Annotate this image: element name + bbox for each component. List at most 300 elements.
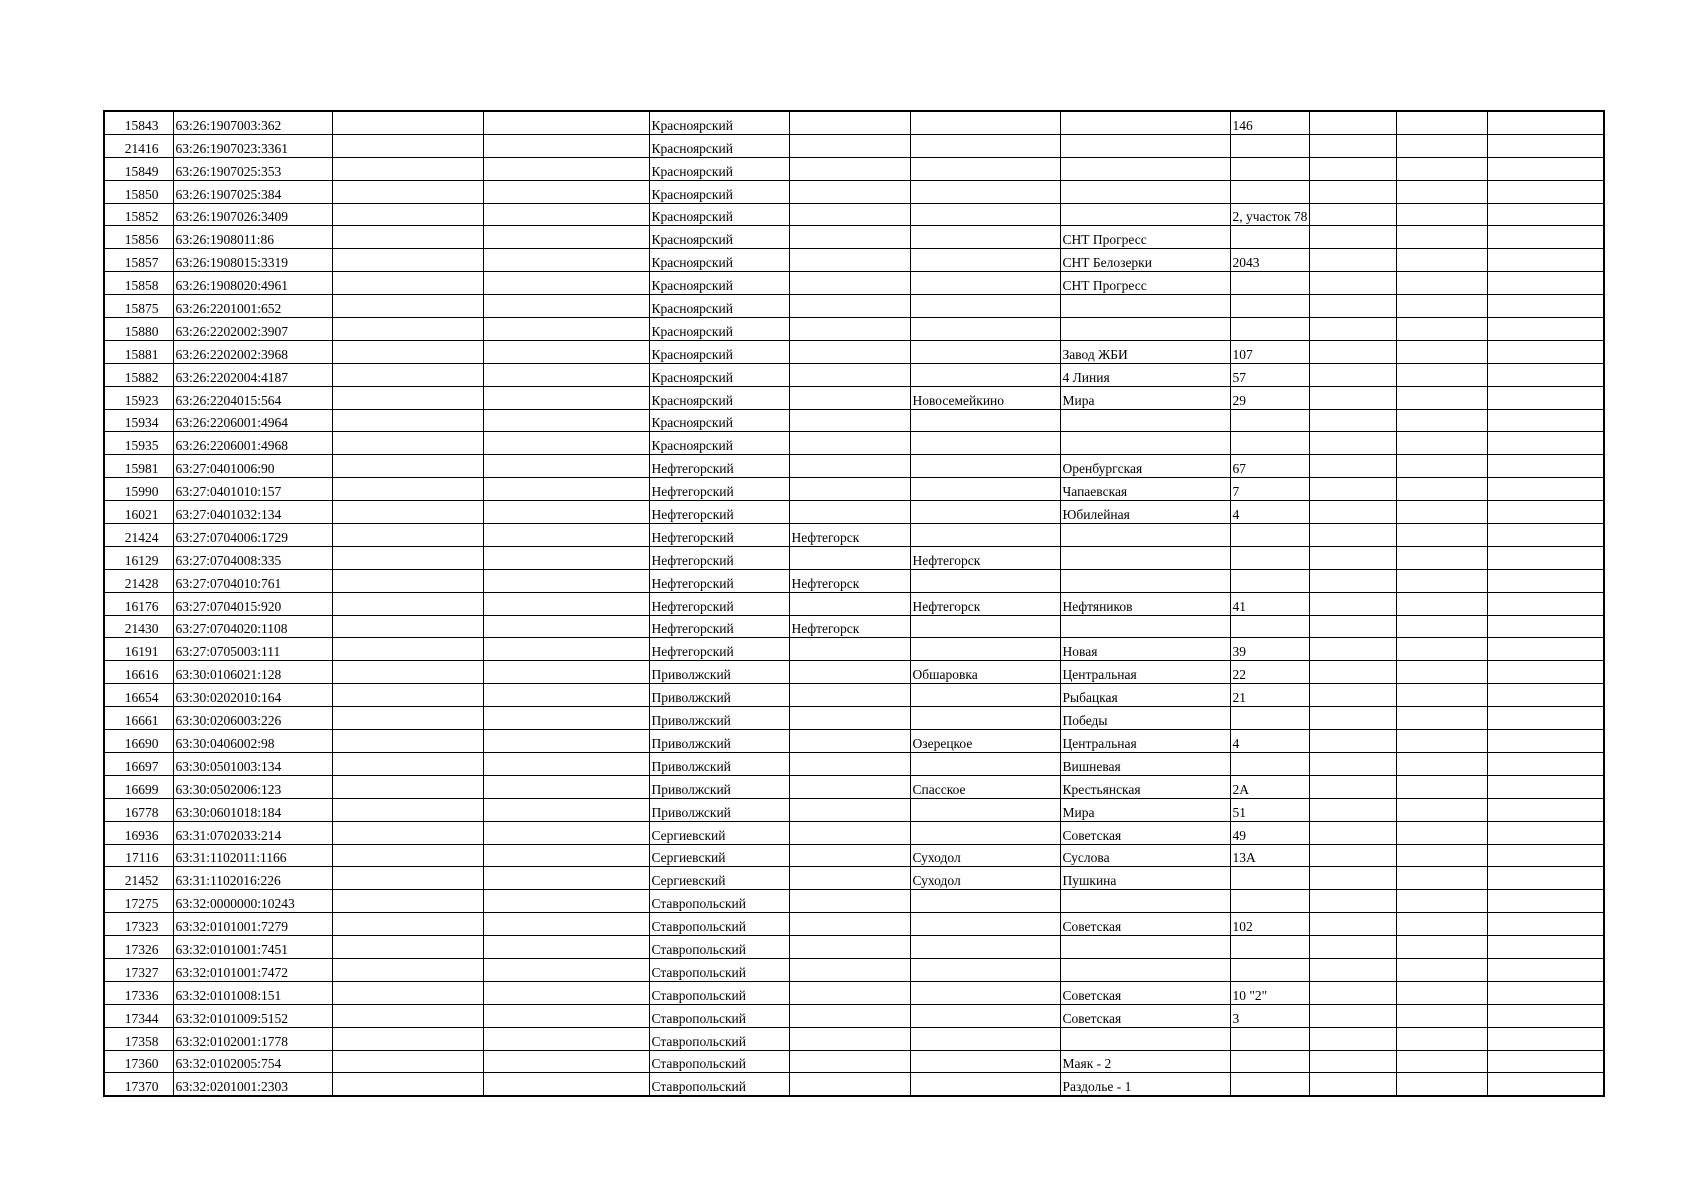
cell-col-12 (1487, 340, 1604, 363)
cell-col-3 (332, 249, 483, 272)
cell-city (789, 958, 910, 981)
cell-col-12 (1487, 798, 1604, 821)
cell-street: Оренбургская (1060, 455, 1230, 478)
cell-city (789, 752, 910, 775)
cell-col-4 (483, 432, 649, 455)
cell-col-11 (1396, 111, 1487, 134)
cell-col-3 (332, 684, 483, 707)
cell-col-3 (332, 340, 483, 363)
cell-col-10 (1309, 752, 1396, 775)
table-row (104, 409, 1604, 432)
cell-col-11 (1396, 958, 1487, 981)
table-row (104, 821, 1604, 844)
cell-district: Ставропольский (649, 1050, 789, 1073)
cell-district: Ставропольский (649, 1073, 789, 1096)
cell-col-10 (1309, 730, 1396, 753)
cell-city (789, 661, 910, 684)
cell-settlement (910, 318, 1060, 341)
cell-col-10 (1309, 455, 1396, 478)
table-row (104, 134, 1604, 157)
cell-col-11 (1396, 730, 1487, 753)
table-row (104, 867, 1604, 890)
cell-settlement (910, 111, 1060, 134)
cell-street: Раздолье - 1 (1060, 1073, 1230, 1096)
cell-settlement (910, 569, 1060, 592)
cell-col-4 (483, 958, 649, 981)
cell-settlement (910, 272, 1060, 295)
cell-district: Нефтегорский (649, 638, 789, 661)
cell-district: Нефтегорский (649, 615, 789, 638)
cell-col-12 (1487, 111, 1604, 134)
cell-house: 57 (1230, 363, 1309, 386)
cell-cadastral-number: 63:26:2202002:3968 (173, 340, 332, 363)
cell-street (1060, 546, 1230, 569)
cell-row-id: 17344 (104, 1004, 173, 1027)
cell-col-11 (1396, 432, 1487, 455)
cell-settlement: Нефтегорск (910, 546, 1060, 569)
cell-street: Новая (1060, 638, 1230, 661)
cell-col-3 (332, 546, 483, 569)
cell-street (1060, 615, 1230, 638)
table-row (104, 730, 1604, 753)
cell-col-4 (483, 318, 649, 341)
cell-col-10 (1309, 661, 1396, 684)
cell-col-11 (1396, 455, 1487, 478)
cell-city (789, 249, 910, 272)
cell-col-3 (332, 432, 483, 455)
cell-col-12 (1487, 958, 1604, 981)
cell-house (1230, 272, 1309, 295)
cell-district: Красноярский (649, 386, 789, 409)
cell-city (789, 1027, 910, 1050)
cell-col-3 (332, 730, 483, 753)
cell-col-10 (1309, 340, 1396, 363)
cell-city (789, 180, 910, 203)
cell-row-id: 21428 (104, 569, 173, 592)
cell-col-10 (1309, 981, 1396, 1004)
cell-col-12 (1487, 684, 1604, 707)
cell-col-11 (1396, 707, 1487, 730)
table-row (104, 569, 1604, 592)
cell-col-12 (1487, 478, 1604, 501)
cell-col-10 (1309, 524, 1396, 547)
table-row (104, 295, 1604, 318)
cell-col-10 (1309, 318, 1396, 341)
cell-col-12 (1487, 386, 1604, 409)
cell-house (1230, 615, 1309, 638)
cell-street: 4 Линия (1060, 363, 1230, 386)
table-row (104, 638, 1604, 661)
cell-house (1230, 867, 1309, 890)
cell-house: 22 (1230, 661, 1309, 684)
data-table (103, 110, 1605, 1097)
cell-col-12 (1487, 272, 1604, 295)
cell-col-3 (332, 798, 483, 821)
cell-col-10 (1309, 249, 1396, 272)
cell-street (1060, 432, 1230, 455)
cell-district: Ставропольский (649, 913, 789, 936)
cell-street: Советская (1060, 913, 1230, 936)
cell-col-3 (332, 1027, 483, 1050)
cell-house: 107 (1230, 340, 1309, 363)
cell-col-12 (1487, 638, 1604, 661)
cell-col-3 (332, 936, 483, 959)
cell-settlement (910, 1073, 1060, 1096)
cell-city (789, 409, 910, 432)
cell-district: Нефтегорский (649, 455, 789, 478)
cell-col-10 (1309, 890, 1396, 913)
cell-col-10 (1309, 272, 1396, 295)
cell-col-12 (1487, 524, 1604, 547)
cell-col-12 (1487, 295, 1604, 318)
cell-street (1060, 111, 1230, 134)
cell-cadastral-number: 63:32:0000000:10243 (173, 890, 332, 913)
cell-col-10 (1309, 386, 1396, 409)
cell-col-12 (1487, 363, 1604, 386)
cell-settlement (910, 501, 1060, 524)
cell-cadastral-number: 63:26:1908011:86 (173, 226, 332, 249)
table-row (104, 798, 1604, 821)
cell-house: 146 (1230, 111, 1309, 134)
cell-city (789, 363, 910, 386)
table-row (104, 1073, 1604, 1096)
cell-col-12 (1487, 844, 1604, 867)
cell-col-10 (1309, 1027, 1396, 1050)
cell-col-12 (1487, 134, 1604, 157)
cell-row-id: 15850 (104, 180, 173, 203)
cell-col-10 (1309, 363, 1396, 386)
cell-col-4 (483, 821, 649, 844)
cell-settlement (910, 638, 1060, 661)
cell-street (1060, 318, 1230, 341)
table-row (104, 386, 1604, 409)
cell-col-11 (1396, 821, 1487, 844)
cell-settlement (910, 432, 1060, 455)
cell-city: Нефтегорск (789, 524, 910, 547)
cell-col-10 (1309, 615, 1396, 638)
table-row (104, 981, 1604, 1004)
table-row (104, 455, 1604, 478)
cell-row-id: 17327 (104, 958, 173, 981)
cell-district: Сергиевский (649, 844, 789, 867)
cell-house (1230, 707, 1309, 730)
table-row (104, 432, 1604, 455)
cell-city (789, 867, 910, 890)
cell-row-id: 15875 (104, 295, 173, 318)
cell-col-11 (1396, 295, 1487, 318)
cell-col-11 (1396, 318, 1487, 341)
cell-district: Ставропольский (649, 1004, 789, 1027)
cell-col-4 (483, 890, 649, 913)
table-row (104, 203, 1604, 226)
cell-city (789, 386, 910, 409)
cell-col-11 (1396, 752, 1487, 775)
cell-cadastral-number: 63:27:0401010:157 (173, 478, 332, 501)
cell-settlement (910, 707, 1060, 730)
table-row (104, 363, 1604, 386)
table-row (104, 318, 1604, 341)
cell-row-id: 15843 (104, 111, 173, 134)
cell-district: Ставропольский (649, 890, 789, 913)
cell-col-3 (332, 615, 483, 638)
cell-col-10 (1309, 867, 1396, 890)
cell-settlement: Обшаровка (910, 661, 1060, 684)
table-row (104, 913, 1604, 936)
cell-city (789, 203, 910, 226)
cell-col-10 (1309, 798, 1396, 821)
cell-col-11 (1396, 775, 1487, 798)
cell-row-id: 15858 (104, 272, 173, 295)
cell-house (1230, 936, 1309, 959)
cell-street (1060, 1027, 1230, 1050)
cell-street (1060, 157, 1230, 180)
cell-settlement (910, 936, 1060, 959)
cell-col-12 (1487, 730, 1604, 753)
cell-col-3 (332, 981, 483, 1004)
cell-cadastral-number: 63:27:0705003:111 (173, 638, 332, 661)
cell-district: Приволжский (649, 684, 789, 707)
cell-col-3 (332, 1050, 483, 1073)
cell-col-10 (1309, 409, 1396, 432)
cell-col-3 (332, 111, 483, 134)
cell-settlement (910, 524, 1060, 547)
cell-col-10 (1309, 569, 1396, 592)
cell-col-3 (332, 272, 483, 295)
cell-district: Нефтегорский (649, 592, 789, 615)
cell-col-12 (1487, 546, 1604, 569)
table-row (104, 775, 1604, 798)
cell-col-12 (1487, 455, 1604, 478)
cell-col-12 (1487, 1073, 1604, 1096)
cell-settlement (910, 1050, 1060, 1073)
cell-street: Советская (1060, 821, 1230, 844)
cell-col-3 (332, 478, 483, 501)
table-row (104, 615, 1604, 638)
cell-col-3 (332, 913, 483, 936)
cell-col-11 (1396, 363, 1487, 386)
cell-house (1230, 546, 1309, 569)
cell-col-4 (483, 386, 649, 409)
cell-street: Мира (1060, 798, 1230, 821)
cell-settlement (910, 798, 1060, 821)
cell-col-11 (1396, 340, 1487, 363)
cell-cadastral-number: 63:27:0401032:134 (173, 501, 332, 524)
cell-col-11 (1396, 226, 1487, 249)
cell-col-3 (332, 524, 483, 547)
cell-city (789, 684, 910, 707)
cell-col-11 (1396, 913, 1487, 936)
cell-house: 4 (1230, 730, 1309, 753)
cell-cadastral-number: 63:27:0704010:761 (173, 569, 332, 592)
cell-col-12 (1487, 981, 1604, 1004)
cell-col-4 (483, 981, 649, 1004)
cell-cadastral-number: 63:31:0702033:214 (173, 821, 332, 844)
cell-cadastral-number: 63:30:0502006:123 (173, 775, 332, 798)
cell-street (1060, 134, 1230, 157)
cell-district: Красноярский (649, 272, 789, 295)
cell-col-10 (1309, 844, 1396, 867)
cell-cadastral-number: 63:30:0202010:164 (173, 684, 332, 707)
cell-row-id: 17336 (104, 981, 173, 1004)
table-row (104, 249, 1604, 272)
cell-row-id: 16129 (104, 546, 173, 569)
cell-row-id: 16697 (104, 752, 173, 775)
cell-col-12 (1487, 890, 1604, 913)
cell-col-10 (1309, 936, 1396, 959)
cell-cadastral-number: 63:31:1102011:1166 (173, 844, 332, 867)
cell-settlement (910, 203, 1060, 226)
cell-house (1230, 157, 1309, 180)
cell-settlement (910, 615, 1060, 638)
cell-street: Пушкина (1060, 867, 1230, 890)
cell-street: Советская (1060, 981, 1230, 1004)
cell-house: 3 (1230, 1004, 1309, 1027)
cell-house: 7 (1230, 478, 1309, 501)
cell-col-12 (1487, 775, 1604, 798)
cell-cadastral-number: 63:26:1907023:3361 (173, 134, 332, 157)
cell-settlement (910, 157, 1060, 180)
cell-cadastral-number: 63:27:0704008:335 (173, 546, 332, 569)
cell-col-12 (1487, 318, 1604, 341)
cell-street (1060, 958, 1230, 981)
cell-col-12 (1487, 501, 1604, 524)
cell-row-id: 15881 (104, 340, 173, 363)
cell-city (789, 318, 910, 341)
cell-col-11 (1396, 203, 1487, 226)
cell-row-id: 21416 (104, 134, 173, 157)
cell-col-3 (332, 867, 483, 890)
cell-cadastral-number: 63:27:0704020:1108 (173, 615, 332, 638)
cell-district: Красноярский (649, 203, 789, 226)
cell-city (789, 295, 910, 318)
cell-district: Красноярский (649, 249, 789, 272)
cell-house: 39 (1230, 638, 1309, 661)
cell-col-4 (483, 752, 649, 775)
cell-city (789, 432, 910, 455)
cell-district: Красноярский (649, 180, 789, 203)
cell-city (789, 798, 910, 821)
cell-district: Нефтегорский (649, 478, 789, 501)
cell-col-10 (1309, 478, 1396, 501)
cell-col-11 (1396, 981, 1487, 1004)
cell-city (789, 340, 910, 363)
cell-col-4 (483, 1073, 649, 1096)
cell-row-id: 21424 (104, 524, 173, 547)
table-body (104, 111, 1604, 1096)
cell-street: СНТ Белозерки (1060, 249, 1230, 272)
cell-house: 21 (1230, 684, 1309, 707)
cell-col-3 (332, 1073, 483, 1096)
cell-col-10 (1309, 913, 1396, 936)
cell-settlement: Озерецкое (910, 730, 1060, 753)
cell-col-10 (1309, 111, 1396, 134)
cell-district: Красноярский (649, 134, 789, 157)
cell-col-4 (483, 340, 649, 363)
cell-col-3 (332, 134, 483, 157)
table-row (104, 890, 1604, 913)
cell-cadastral-number: 63:27:0704006:1729 (173, 524, 332, 547)
cell-house (1230, 432, 1309, 455)
cell-house: 49 (1230, 821, 1309, 844)
cell-col-12 (1487, 752, 1604, 775)
cell-col-3 (332, 890, 483, 913)
cell-city (789, 134, 910, 157)
cell-row-id: 15852 (104, 203, 173, 226)
cell-district: Нефтегорский (649, 501, 789, 524)
cell-col-4 (483, 730, 649, 753)
cell-col-11 (1396, 546, 1487, 569)
cell-col-10 (1309, 180, 1396, 203)
cell-street: Юбилейная (1060, 501, 1230, 524)
cell-col-4 (483, 501, 649, 524)
cell-col-12 (1487, 661, 1604, 684)
cell-row-id: 15857 (104, 249, 173, 272)
cell-district: Красноярский (649, 226, 789, 249)
cell-district: Красноярский (649, 340, 789, 363)
cell-row-id: 17370 (104, 1073, 173, 1096)
cell-col-3 (332, 318, 483, 341)
cell-col-12 (1487, 592, 1604, 615)
cell-street: СНТ Прогресс (1060, 226, 1230, 249)
cell-settlement: Новосемейкино (910, 386, 1060, 409)
cell-col-11 (1396, 524, 1487, 547)
cell-col-3 (332, 775, 483, 798)
cell-settlement (910, 981, 1060, 1004)
cell-col-3 (332, 386, 483, 409)
cell-cadastral-number: 63:26:2202004:4187 (173, 363, 332, 386)
cell-row-id: 17360 (104, 1050, 173, 1073)
cell-col-10 (1309, 684, 1396, 707)
table-row (104, 684, 1604, 707)
cell-col-11 (1396, 249, 1487, 272)
cell-settlement (910, 684, 1060, 707)
cell-cadastral-number: 63:26:1907026:3409 (173, 203, 332, 226)
cell-house: 2043 (1230, 249, 1309, 272)
cell-cadastral-number: 63:32:0102001:1778 (173, 1027, 332, 1050)
cell-settlement: Спасское (910, 775, 1060, 798)
cell-col-3 (332, 1004, 483, 1027)
cell-col-10 (1309, 226, 1396, 249)
cell-district: Нефтегорский (649, 524, 789, 547)
cell-cadastral-number: 63:30:0501003:134 (173, 752, 332, 775)
cell-city (789, 592, 910, 615)
cell-district: Ставропольский (649, 981, 789, 1004)
cell-street: Центральная (1060, 730, 1230, 753)
cell-col-11 (1396, 1027, 1487, 1050)
cell-street: Рыбацкая (1060, 684, 1230, 707)
cell-col-10 (1309, 157, 1396, 180)
cell-street: Завод ЖБИ (1060, 340, 1230, 363)
cell-cadastral-number: 63:27:0401006:90 (173, 455, 332, 478)
cell-street: Вишневая (1060, 752, 1230, 775)
cell-district: Нефтегорский (649, 569, 789, 592)
cell-settlement (910, 295, 1060, 318)
cell-col-4 (483, 775, 649, 798)
cell-city (789, 272, 910, 295)
cell-city (789, 638, 910, 661)
cell-settlement (910, 409, 1060, 432)
cell-row-id: 15934 (104, 409, 173, 432)
cell-col-11 (1396, 272, 1487, 295)
cell-col-4 (483, 111, 649, 134)
table-row (104, 226, 1604, 249)
cell-cadastral-number: 63:26:2206001:4968 (173, 432, 332, 455)
cell-district: Ставропольский (649, 936, 789, 959)
cell-row-id: 17275 (104, 890, 173, 913)
cell-col-11 (1396, 890, 1487, 913)
cell-row-id: 15981 (104, 455, 173, 478)
table-row (104, 1027, 1604, 1050)
